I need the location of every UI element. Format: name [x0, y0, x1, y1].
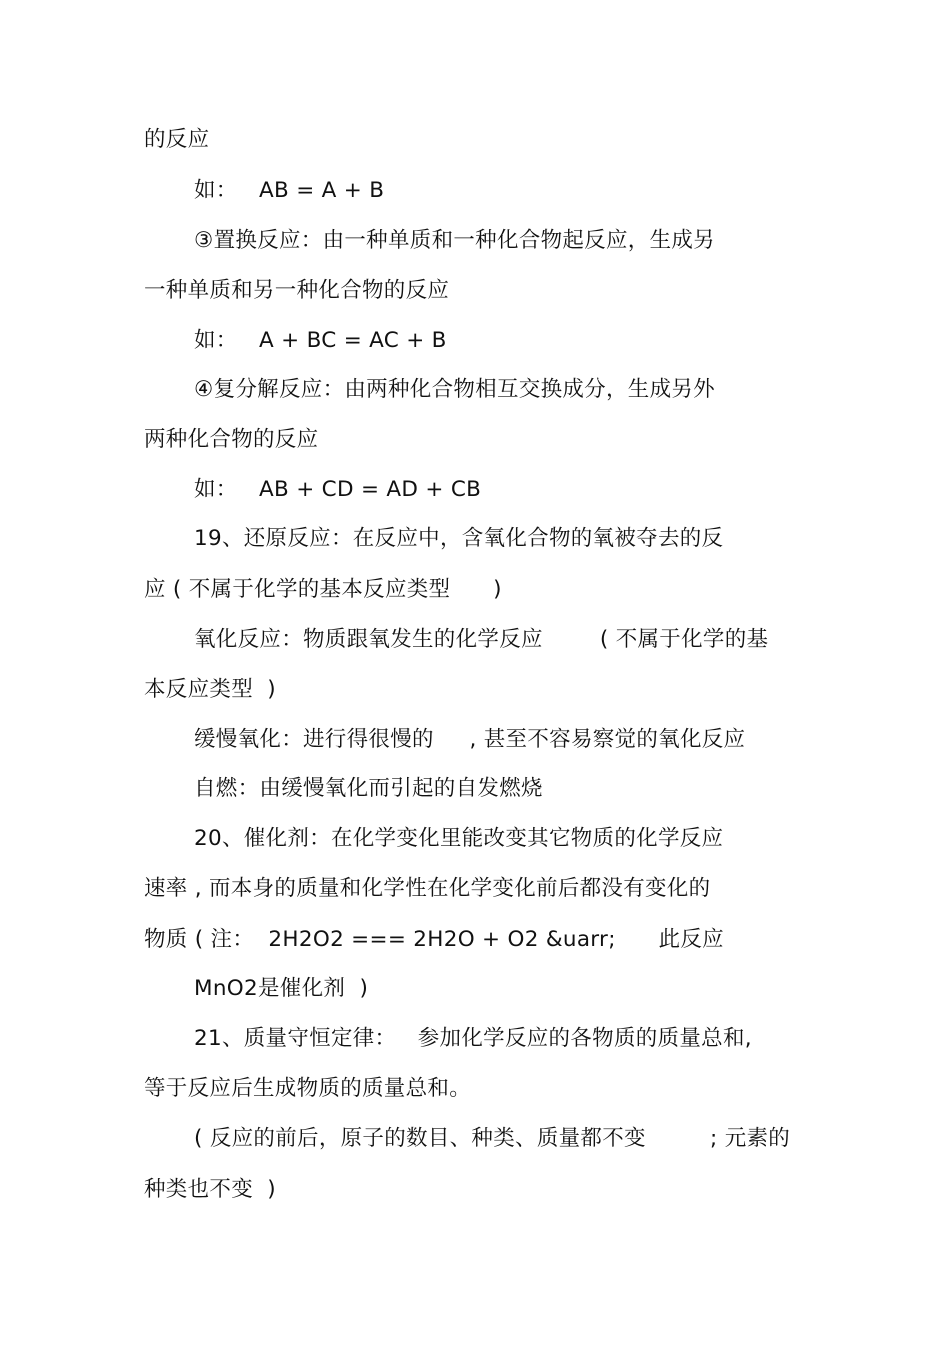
- text-line: 氧化反应：物质跟氧发生的化学反应 ( 不属于化学的基: [194, 627, 769, 652]
- text-line: 等于反应后生成物质的质量总和。: [144, 1076, 472, 1101]
- text-line: 的反应: [144, 127, 210, 152]
- text-line: MnO2是催化剂 ): [194, 976, 369, 1001]
- text-line: 种类也不变 ): [144, 1177, 276, 1202]
- text-line: 自燃：由缓慢氧化而引起的自发燃烧: [194, 776, 543, 801]
- text-line: 本反应类型 ): [144, 677, 276, 702]
- text-line: 应 ( 不属于化学的基本反应类型 ): [144, 577, 502, 602]
- text-line: 一种单质和另一种化合物的反应: [144, 278, 450, 303]
- text-line: 如： A + BC = AC + B: [194, 328, 447, 353]
- text-line: 19、还原反应：在反应中，含氧化合物的氧被夺去的反: [194, 526, 724, 551]
- text-line: 速率 , 而本身的质量和化学性在化学变化前后都没有变化的: [144, 876, 711, 901]
- text-line: 物质 ( 注： 2H2O2 === 2H2O + O2 &uarr; 此反应: [144, 927, 724, 952]
- text-line: 如： AB + CD = AD + CB: [194, 477, 482, 502]
- text-line: 如： AB = A + B: [194, 178, 385, 203]
- text-line: 缓慢氧化：进行得很慢的 , 甚至不容易察觉的氧化反应: [194, 727, 746, 752]
- text-line: ④复分解反应：由两种化合物相互交换成分，生成另外: [194, 377, 715, 402]
- text-line: ( 反应的前后，原子的数目、种类、质量都不变 ; 元素的: [194, 1126, 791, 1151]
- text-line: 两种化合物的反应: [144, 427, 319, 452]
- text-line: 20、催化剂：在化学变化里能改变其它物质的化学反应: [194, 826, 724, 851]
- text-line: ③置换反应：由一种单质和一种化合物起反应，生成另: [194, 228, 715, 253]
- text-line: 21、质量守恒定律： 参加化学反应的各物质的质量总和,: [194, 1026, 752, 1051]
